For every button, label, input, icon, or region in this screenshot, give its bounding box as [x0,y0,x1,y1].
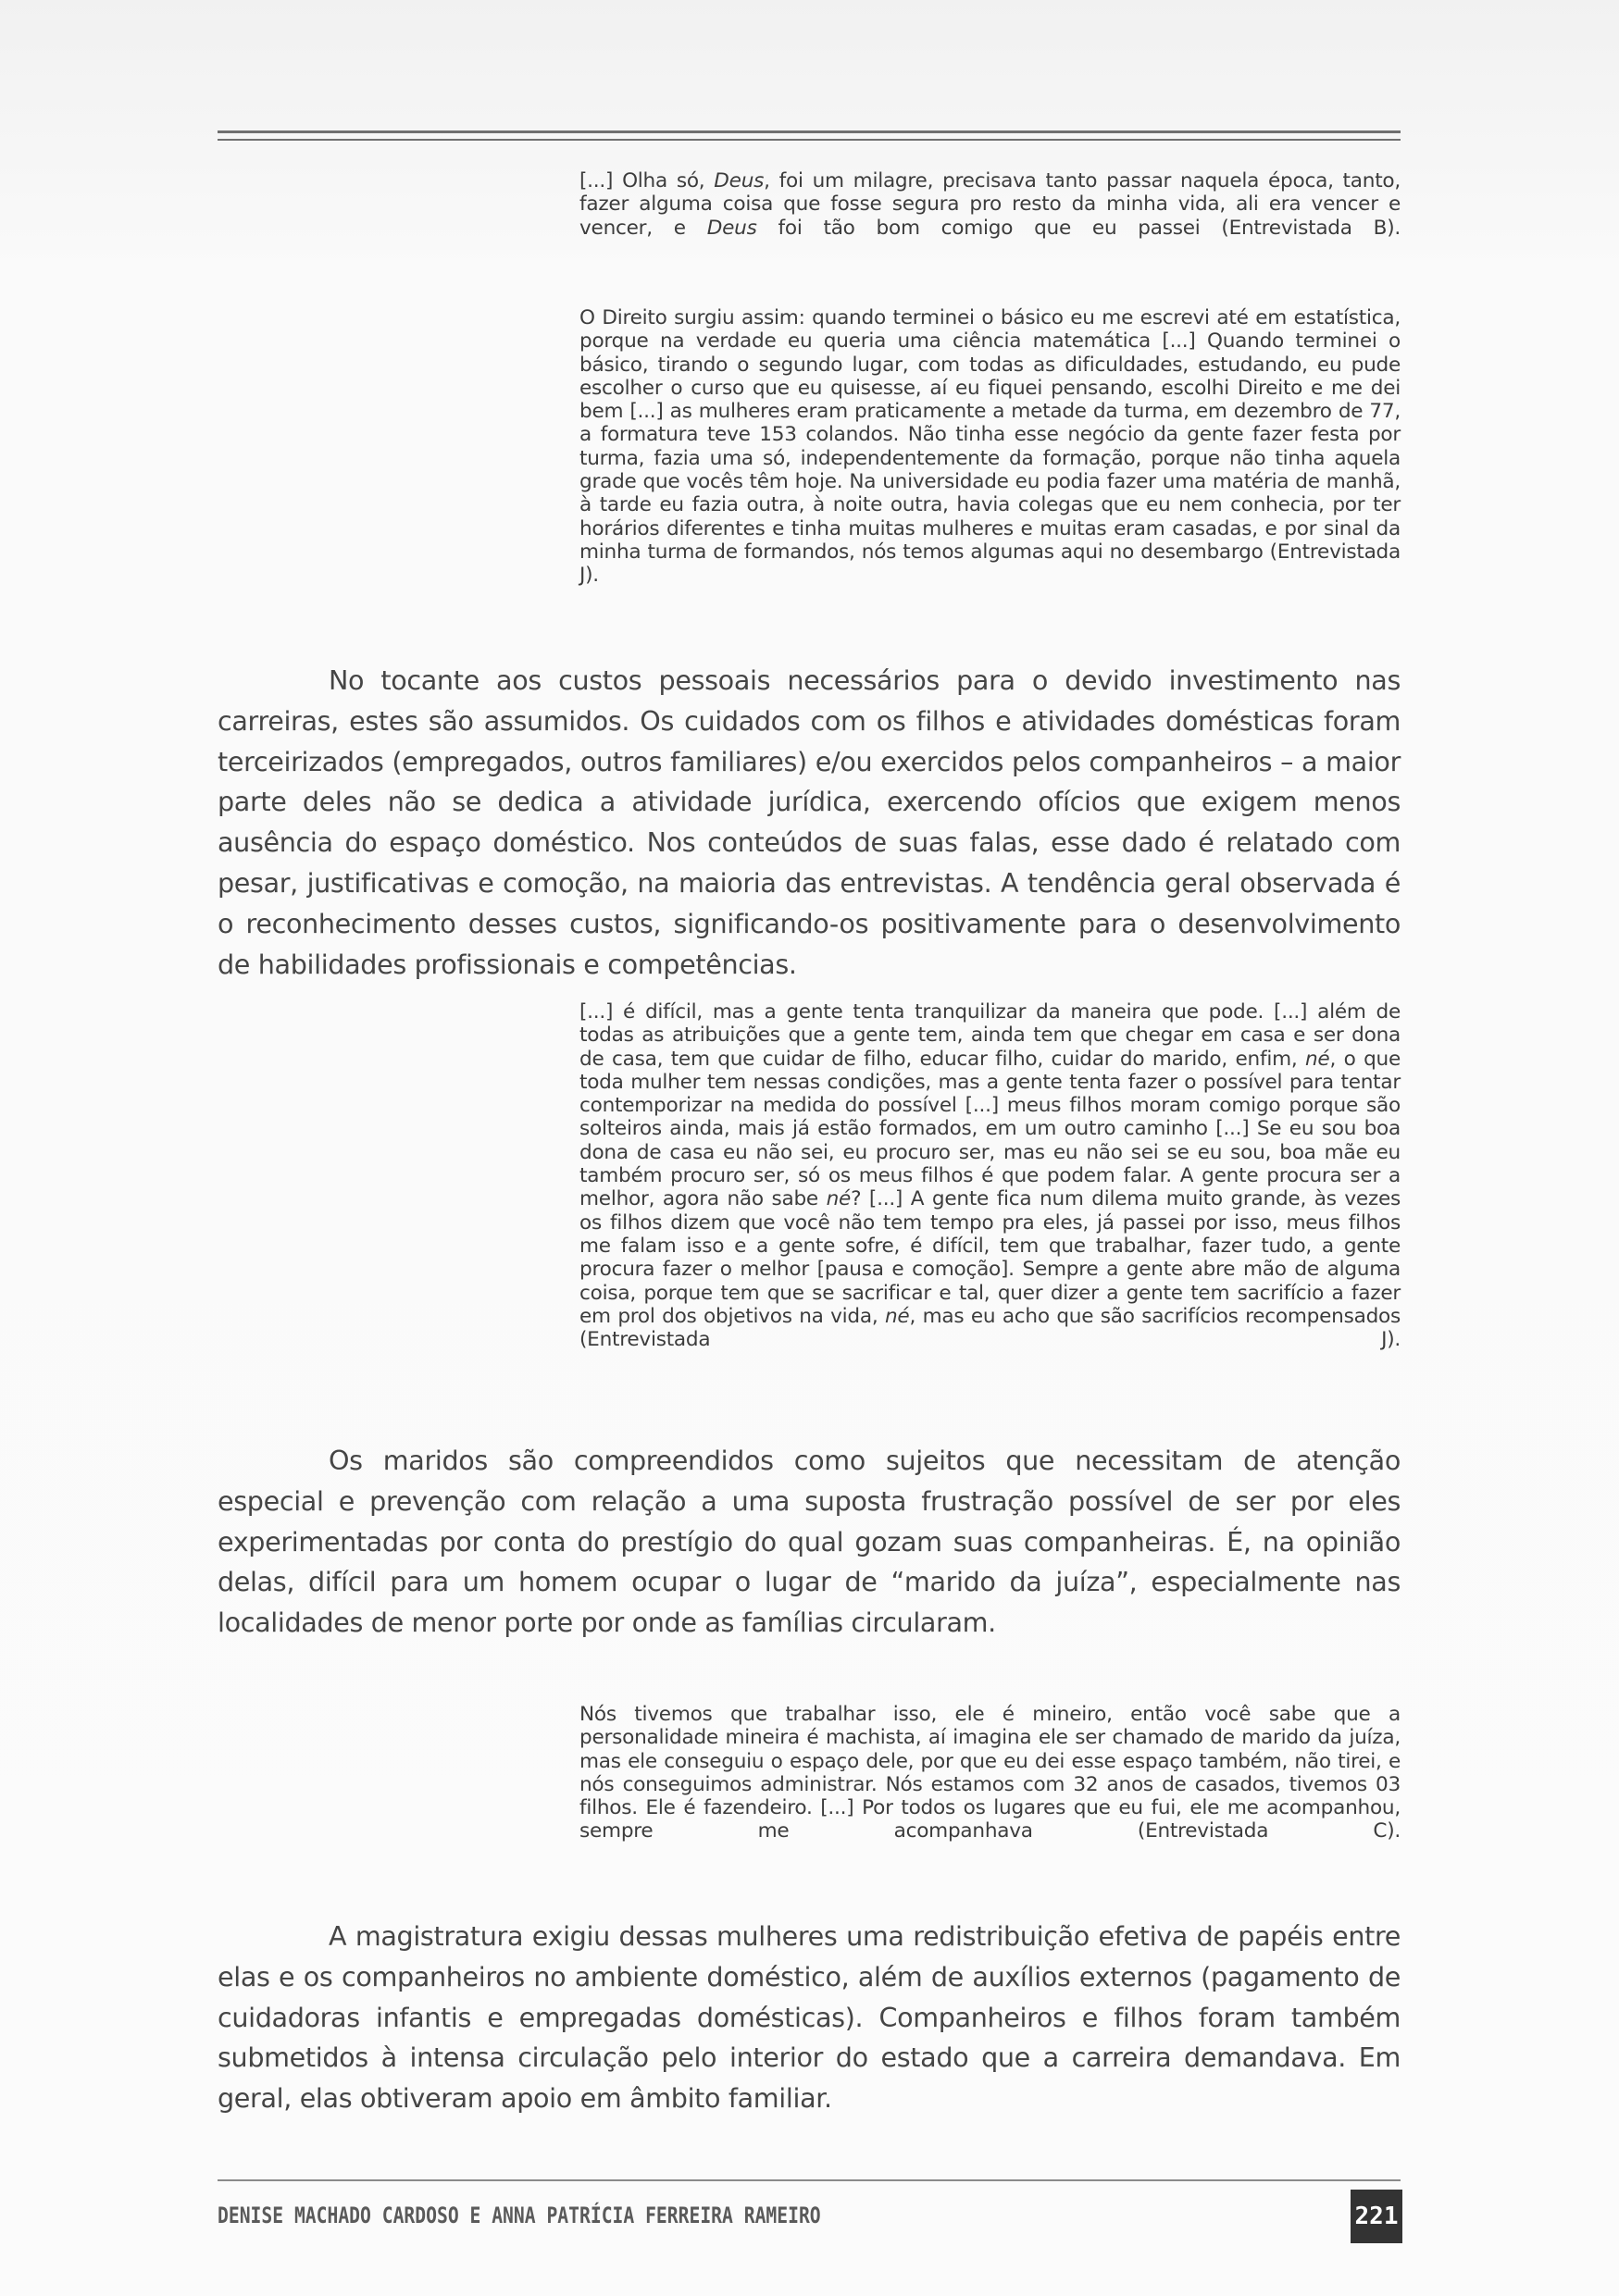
footer-rule [218,2179,1401,2181]
body-paragraph-2: Os maridos são compreendidos como sujeitos que necessitam de atenção especial e prevenção com relação a uma suposta frustração possível de ser por eles experimentadas por conta do prestígio do qual gozam suas companheiras. É, na opinião delas, difícil para um homem ocupar o lugar de “marido da juíza”, especialmente nas localidades de menor porte por onde as famílias circularam. [218,1445,1401,1639]
block-quote-2: O Direito surgiu assim: quando terminei o básico eu me escrevi até em estatística, porque na verdade eu queria uma ciência matemática [...] Quando terminei o básico, tirando o segundo lugar, com todas as dificuldades, estudando, eu pude escolher o curso que eu quisesse, aí eu fiquei pensando, escolhi Direito e me dei bem [...] as mulheres eram praticamente a metade da turma, em dezembro de 77, a formatura teve 153 colandos. Não tinha esse negócio da gente fazer festa por turma, fazia uma só, independentemente da formação, porque não tinha aquela grade que vocês têm hoje. Na universidade eu podia fazer uma matéria de manhã, à tarde eu fazia outra, à noite outra, havia colegas que eu nem conhecia, por ter horários diferentes e tinha muitas mulheres e muitas eram casadas, e por sinal da minha turma de formandos, nós temos algumas aqui no desembargo (Entrevistada J). [579,306,1401,588]
block-quote-1: [...] Olha só, Deus, foi um milagre, precisava tanto passar naquela época, tanto, fazer alguma coisa que fosse segura pro resto da minha vida, ali era vencer e vencer, e Deus foi tão bom comigo que eu passei (Entrevistada B). [579,169,1401,240]
footer-authors: DENISE MACHADO CARDOSO E ANNA PATRÍCIA FERREIRA RAMEIRO [218,2203,821,2228]
block-quote-4: Nós tivemos que trabalhar isso, ele é mineiro, então você sabe que a personalidade mineira é machista, aí imagina ele ser chamado de marido da juíza, mas ele conseguiu o espaço dele, por que eu dei esse espaço também, não tirei, e nós conseguimos administrar. Nós estamos com 32 anos de casados, tivemos 03 filhos. Ele é fazendeiro. [...] Por todos os lugares que eu fui, ele me acompanhou, sempre me acompanhava (Entrevistada C). [579,1703,1401,1843]
header-rule-secondary [218,139,1401,141]
body-paragraph-1: No tocante aos custos pessoais necessários para o devido investimento nas carreiras, estes são assumidos. Os cuidados com os filhos e atividades domésticas foram terceirizados (empregados, outros familiares) e/ou exercidos pelos companheiros – a maior parte deles não se dedica a atividade jurídica, exercendo ofícios que exigem menos ausência do espaço doméstico. Nos conteúdos de suas falas, esse dado é relatado com pesar, justificativas e comoção, na maioria das entrevistas. A tendência geral observada é o reconhecimento desses custos, significando-os positivamente para o desenvolvimento de habilidades profissionais e competências. [218,664,1401,980]
block-quote-3: [...] é difícil, mas a gente tenta tranquilizar da maneira que pode. [...] além de todas as atribuições que a gente tem, ainda tem que chegar em casa e ser dona de casa, tem que cuidar de filho, educar filho, cuidar do marido, enfim, né, o que toda mulher tem nessas condições, mas a gente tenta fazer o possível para tentar contemporizar na medida do possível [...] meus filhos moram comigo porque são solteiros ainda, mais já estão formados, em um outro caminho [...] Se eu sou boa dona de casa eu não sei, eu procuro ser, mas eu não sei se eu sou, boa mãe eu também procuro ser, só os meus filhos é que podem falar. A gente procura ser a melhor, agora não sabe né? [...] A gente fica num dilema muito grande, às vezes os filhos dizem que você não tem tempo pra eles, já passei por isso, meus filhos me falam isso e a gente sofre, é difícil, tem que trabalhar, fazer tudo, a gente procura fazer o melhor [pausa e comoção]. Sempre a gente abre mão de alguma coisa, porque tem que se sacrificar e tal, quer dizer a gente tem sacrifício a fazer em prol dos objetivos na vida, né, mas eu acho que são sacrifícios recompensados (Entrevistada J). [579,1000,1401,1352]
body-paragraph-3: A magistratura exigiu dessas mulheres uma redistribuição efetiva de papéis entre elas e os companheiros no ambiente doméstico, além de auxílios externos (pagamento de cuidadoras infantis e empregadas domésticas). Companheiros e filhos foram também submetidos à intensa circulação pelo interior do estado que a carreira demandava. Em geral, elas obtiveram apoio em âmbito familiar. [218,1920,1401,2115]
page-number-badge: 221 [1351,2190,1402,2243]
header-rule [218,130,1401,133]
